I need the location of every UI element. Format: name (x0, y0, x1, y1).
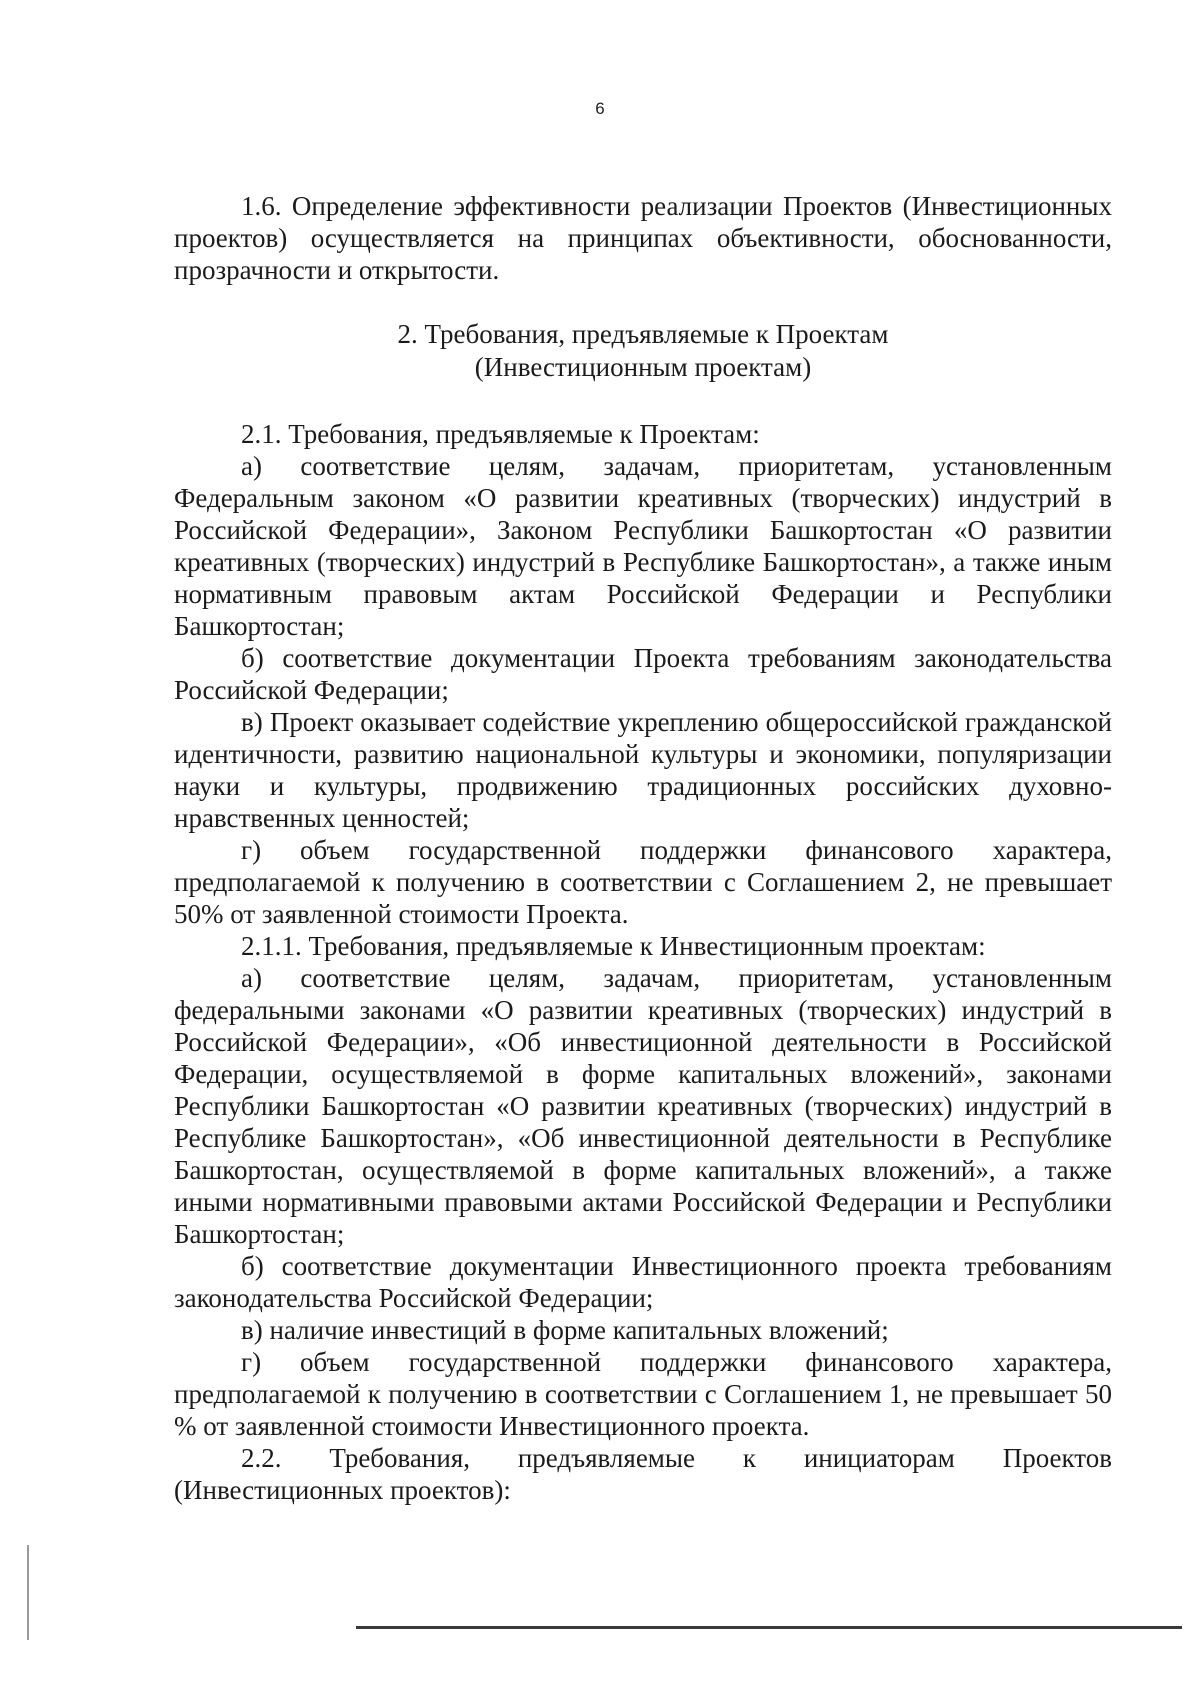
paragraph-1-6: 1.6. Определение эффективности реализации Проектов (Инвестиционных проектов) осуществляется на принципах объективности, обоснованности, прозрачности и открытости. (174, 191, 1112, 285)
paragraph-2-1-v: в) Проект оказывает содействие укреплению общероссийской гражданской идентичности, развитию национальной культуры и экономики, популяризации науки и культуры, продвижению традиционных российских духовно-нравственных ценностей; (174, 707, 1112, 833)
paragraph-2-2: 2.2. Требования, предъявляемые к инициаторам Проектов (Инвестиционных проектов): (174, 1443, 1112, 1505)
page-number: 6 (595, 99, 605, 118)
scan-bottom-rule (356, 1626, 1182, 1629)
paragraph-2-1-1-b: б) соответствие документации Инвестиционного проекта требованиям законодательства Российской Федерации; (174, 1251, 1112, 1313)
paragraph-2-1-1-v: в) наличие инвестиций в форме капитальных вложений; (241, 1315, 889, 1345)
paragraph-2-1: 2.1. Требования, предъявляемые к Проектам: (241, 419, 760, 449)
scan-margin-line (27, 1545, 29, 1640)
paragraph-2-1-1-g: г) объем государственной поддержки финансового характера, предполагаемой к получению в соответствии с Соглашением 1, не превышает 50 % от заявленной стоимости Инвестиционного проекта. (174, 1347, 1112, 1441)
paragraph-2-1-1-a: а) соответствие целям, задачам, приоритетам, установленным федеральными законами «О развитии креативных (творческих) индустрий в Российской Федерации», «Об инвестиционной деятельности в Российской Федерации, осуществляемой в форме капитальных вложений», законами Республики Башкортостан «О развитии креативных (творческих) индустрий в Республике Башкортостан», «Об инвестиционной деятельности в Республике Башкортостан, осуществляемой в форме капитальных вложений», а также иными нормативными правовыми актами Российской Федерации и Республики Башкортостан; (174, 963, 1112, 1249)
section-heading-line-2: (Инвестиционным проектам) (474, 352, 812, 382)
document-body (174, 190, 1112, 1506)
paragraph-2-1-b: б) соответствие документации Проекта требованиям законодательства Российской Федерации; (174, 643, 1112, 705)
paragraph-2-1-1: 2.1.1. Требования, предъявляемые к Инвестиционным проектам: (241, 931, 986, 961)
section-heading-line-1: 2. Требования, предъявляемые к Проектам (397, 319, 889, 349)
paragraph-2-1-g: г) объем государственной поддержки финансового характера, предполагаемой к получению в соответствии с Соглашением 2, не превышает 50% от заявленной стоимости Проекта. (174, 835, 1112, 929)
section-heading (174, 318, 1112, 384)
paragraph-2-1-a: а) соответствие целям, задачам, приоритетам, установленным Федеральным законом «О развитии креативных (творческих) индустрий в Российской Федерации», Законом Республики Башкортостан «О развитии креативных (творческих) индустрий в Республике Башкортостан», а также иным нормативным правовым актам Российской Федерации и Республики Башкортостан; (174, 451, 1112, 641)
